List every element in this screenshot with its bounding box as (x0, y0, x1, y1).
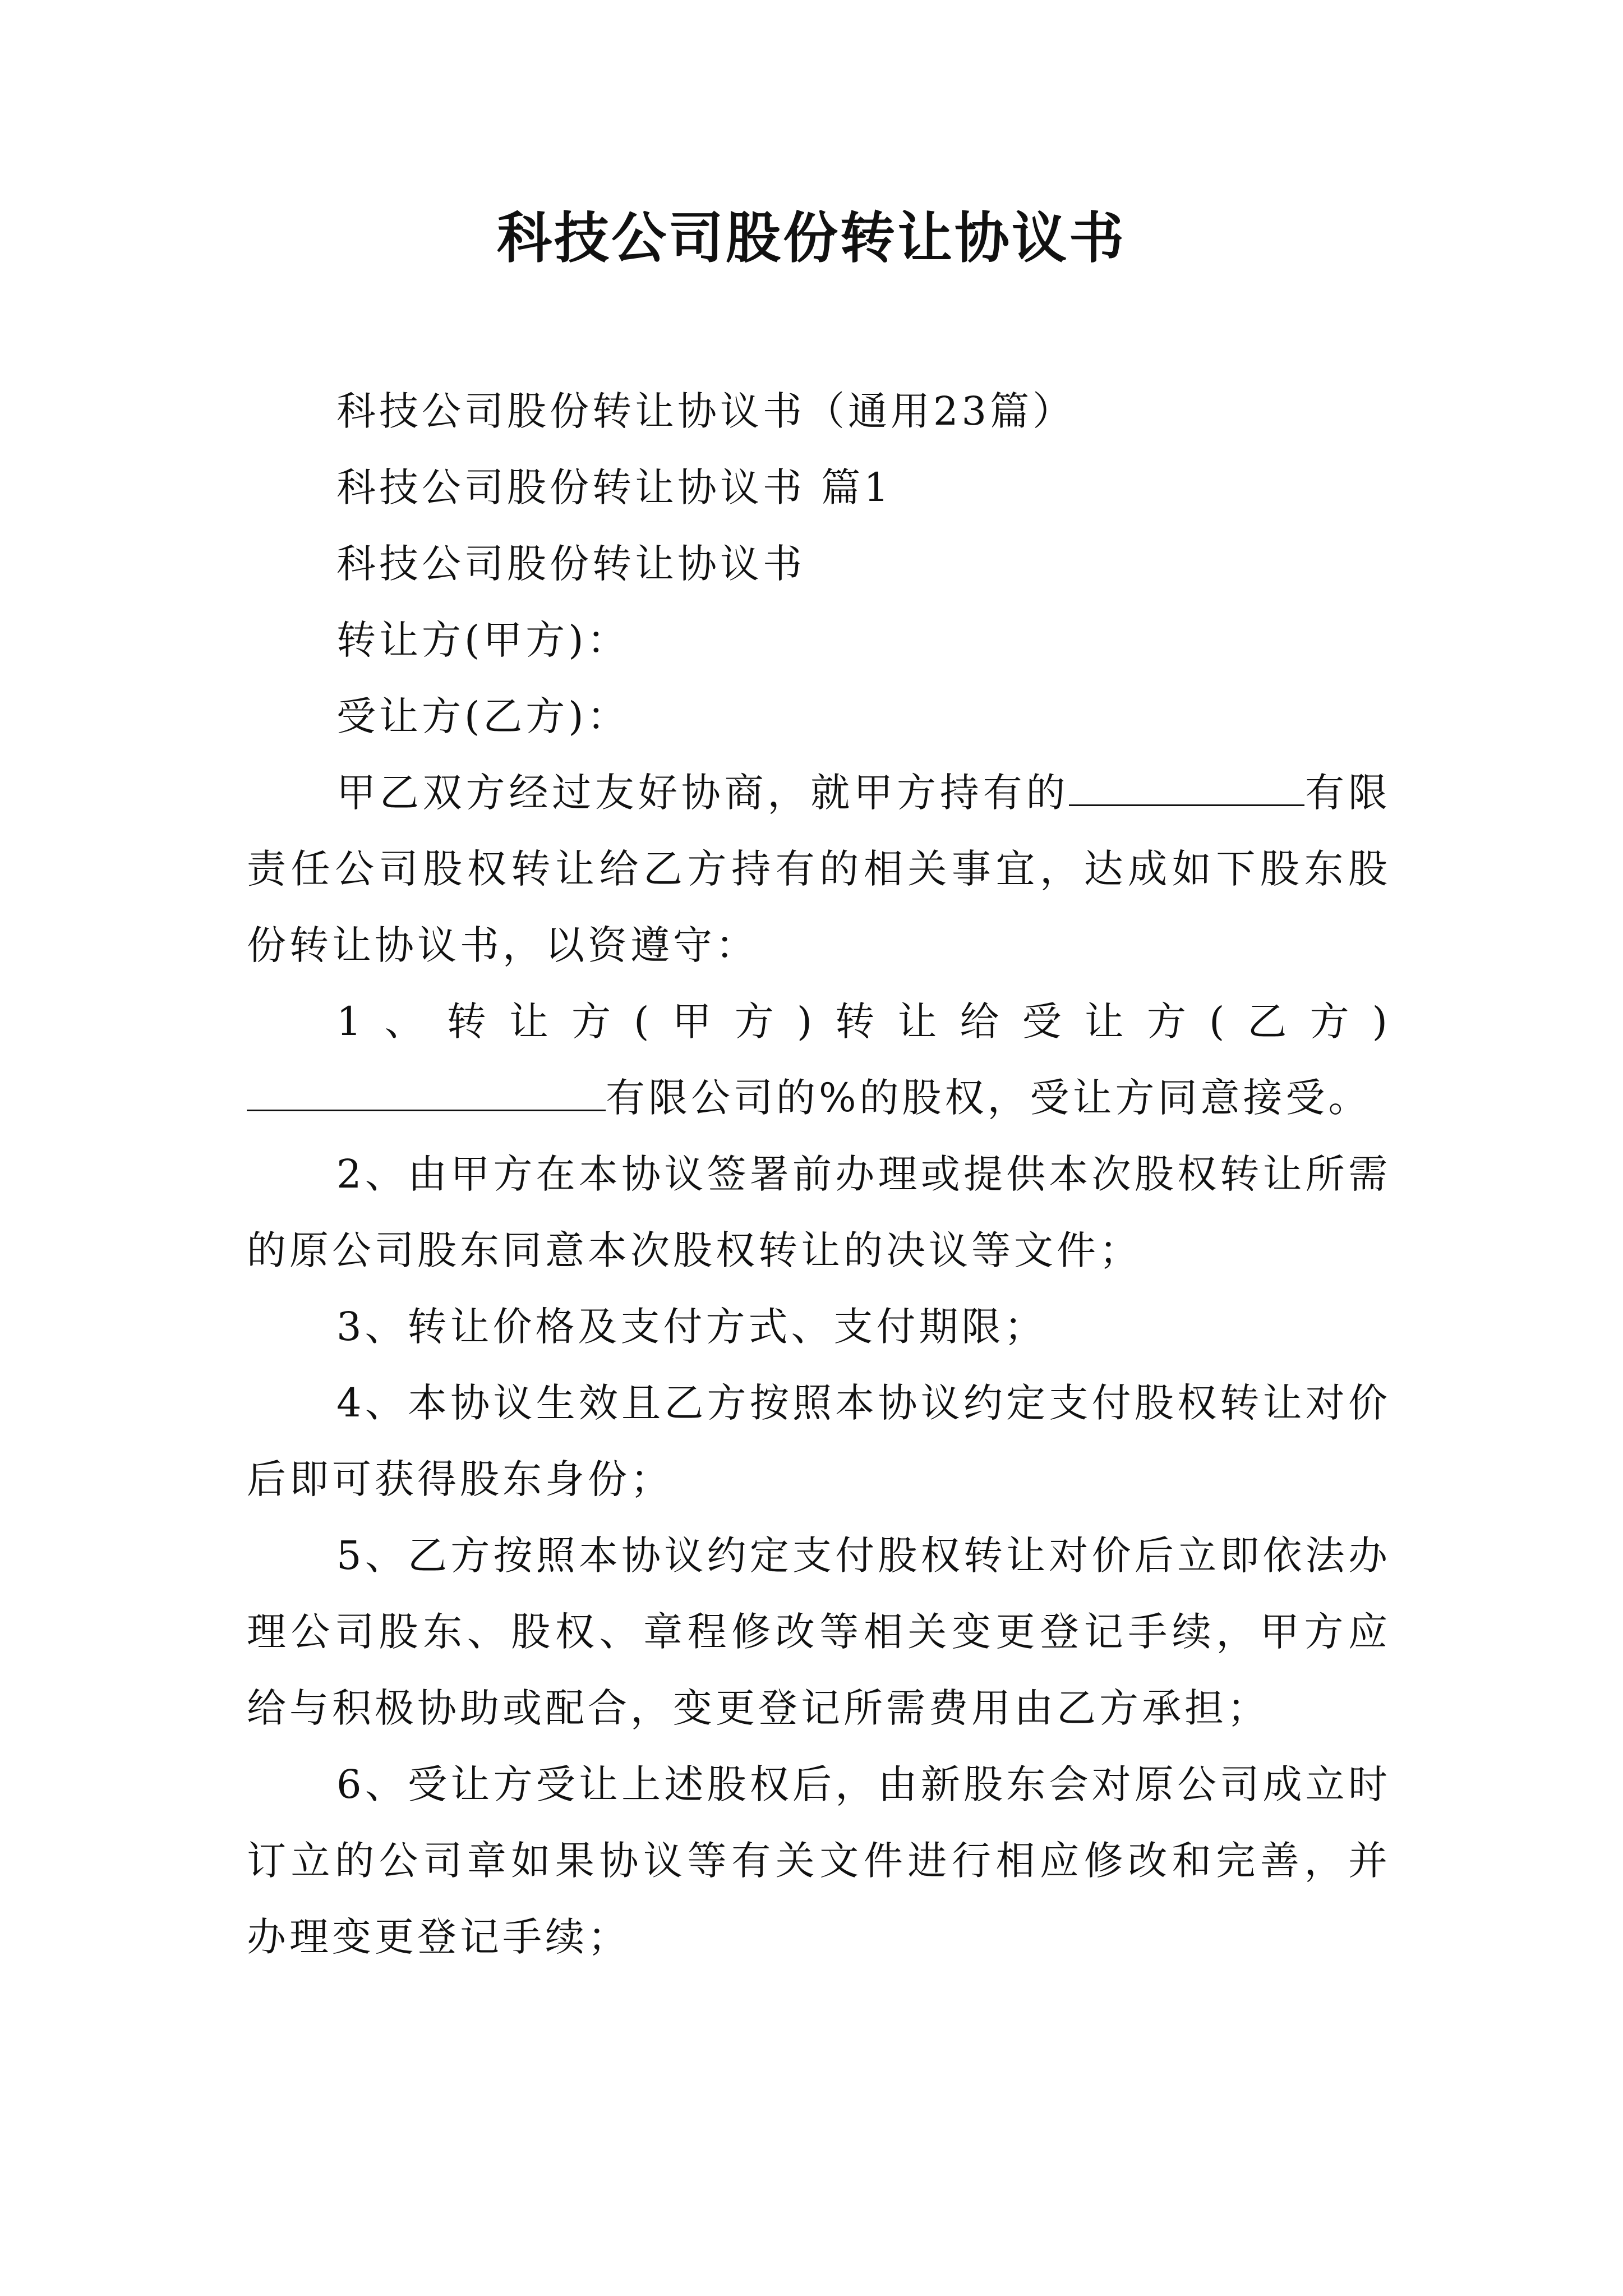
clause-4: 4、本协议生效且乙方按照本协议约定支付股权转让对价后即可获得股东身份； (247, 1380, 1391, 1502)
clause-1-text-after: 有限公司的%的股权，受让方同意接受。 (606, 1075, 1371, 1121)
intro-text-before: 甲乙双方经过友好协商，就甲方持有的 (336, 770, 1069, 816)
document-title: 科技公司股份转让协议书 (496, 206, 1126, 270)
clause-5: 5、乙方按照本协议约定支付股权转让对价后立即依法办理公司股东、股权、章程修改等相关变更登记手续，甲方应给与积极协助或配合，变更登记所需费用由乙方承担； (247, 1533, 1391, 1731)
doc-heading-line: 科技公司股份转让协议书 (336, 541, 805, 587)
subtitle-line: 科技公司股份转让协议书（通用23篇） (336, 388, 1076, 434)
clause-3: 3、转让价格及支付方式、支付期限； (336, 1304, 1047, 1350)
part-heading-line: 科技公司股份转让协议书 篇1 (336, 464, 892, 510)
clause-1-text-before: 1、转让方(甲方)转让给受让方(乙方) (336, 999, 1391, 1045)
clause-1 (247, 983, 1391, 1136)
party-b-line: 受让方(乙方)： (336, 693, 630, 739)
clause-6: 6、受让方受让上述股权后，由新股东会对原公司成立时订立的公司章如果协议等有关文件进行相应修改和完善，并办理变更登记手续； (247, 1761, 1391, 1960)
clause-2: 2、由甲方在本协议签署前办理或提供本次股权转让所需的原公司股东同意本次股权转让的决议等文件； (247, 1151, 1391, 1273)
clause-1-company-blank (247, 1076, 606, 1111)
intro-paragraph (247, 754, 1391, 983)
party-a-line: 转让方(甲方)： (336, 617, 630, 663)
intro-text-after: 有限责任公司股权转让给乙方持有的相关事宜，达成如下股东股份转让协议书，以资遵守： (247, 770, 1391, 968)
document-body (247, 373, 1391, 1975)
company-name-blank (1069, 771, 1304, 806)
